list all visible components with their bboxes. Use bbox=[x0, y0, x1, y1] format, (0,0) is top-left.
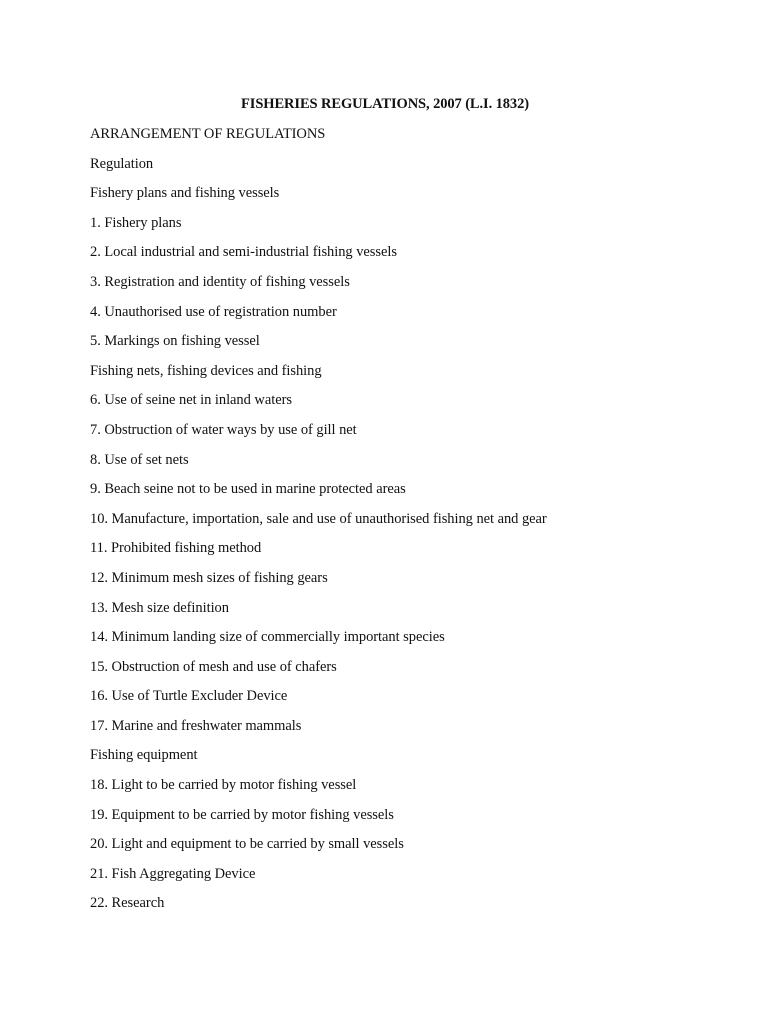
regulation-item: 21. Fish Aggregating Device bbox=[90, 865, 256, 882]
regulation-item: 13. Mesh size definition bbox=[90, 599, 229, 616]
regulation-item: 19. Equipment to be carried by motor fishing vessels bbox=[90, 806, 394, 823]
regulation-item: 15. Obstruction of mesh and use of chafers bbox=[90, 658, 337, 675]
regulation-item: 6. Use of seine net in inland waters bbox=[90, 392, 292, 409]
regulation-item: 14. Minimum landing size of commercially important species bbox=[90, 629, 445, 646]
section-heading: ARRANGEMENT OF REGULATIONS bbox=[90, 126, 326, 142]
regulation-item: 1. Fishery plans bbox=[90, 214, 182, 231]
regulation-item: 2. Local industrial and semi-industrial fishing vessels bbox=[90, 244, 397, 261]
regulation-item: 3. Registration and identity of fishing vessels bbox=[90, 273, 350, 290]
regulation-item: 8. Use of set nets bbox=[90, 451, 189, 468]
regulation-item: 16. Use of Turtle Excluder Device bbox=[90, 688, 288, 705]
regulation-item: 5. Markings on fishing vessel bbox=[90, 333, 260, 350]
regulation-item: 10. Manufacture, importation, sale and use of unauthorised fishing net and gear bbox=[90, 510, 547, 527]
regulation-item: 11. Prohibited fishing method bbox=[90, 540, 262, 557]
regulation-item: 9. Beach seine not to be used in marine protected areas bbox=[90, 481, 406, 498]
regulation-item: 4. Unauthorised use of registration number bbox=[90, 303, 337, 320]
regulation-item: 18. Light to be carried by motor fishing vessel bbox=[90, 777, 357, 794]
column-heading: Regulation bbox=[90, 155, 154, 172]
regulations-list bbox=[90, 124, 750, 923]
group-heading: Fishing equipment bbox=[90, 747, 198, 764]
group-heading: Fishing nets, fishing devices and fishing bbox=[90, 362, 322, 379]
group-heading: Fishery plans and fishing vessels bbox=[90, 185, 280, 202]
document-title: FISHERIES REGULATIONS, 2007 (L.I. 1832) bbox=[241, 96, 529, 112]
regulation-item: 20. Light and equipment to be carried by small vessels bbox=[90, 836, 404, 853]
regulation-item: 12. Minimum mesh sizes of fishing gears bbox=[90, 569, 328, 586]
regulation-item: 7. Obstruction of water ways by use of gill net bbox=[90, 421, 357, 438]
regulation-item: 17. Marine and freshwater mammals bbox=[90, 717, 302, 734]
regulation-item: 22. Research bbox=[90, 895, 165, 912]
